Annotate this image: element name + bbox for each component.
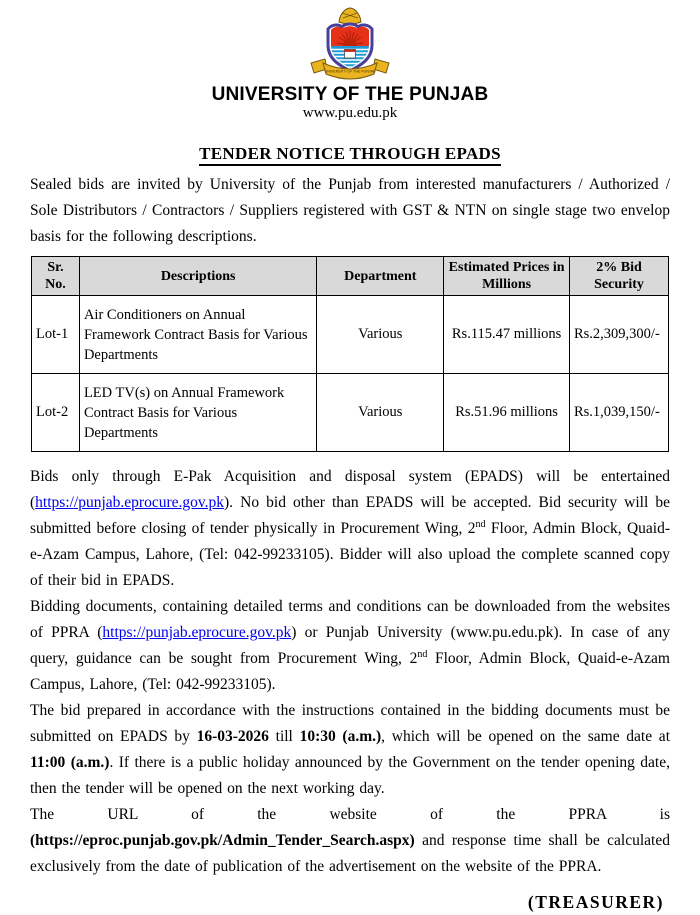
bold-text: 11:00 (a.m.) — [30, 754, 110, 771]
text-run: Floor, Admin Block, Quaid-e-Azam Campus, Lahore, (Tel: 042-99233105). Bidder will also upload the complete scanned copy of their bid in EPADS. — [30, 520, 670, 589]
text-run: Bidding documents, containing detailed terms and conditions can be downloaded from the websites of PPRA ( — [30, 598, 670, 641]
table-header-row — [32, 257, 669, 296]
text-run: The bid prepared in accordance with the instructions contained in the bidding documents must be submitted on EPADS by — [30, 702, 670, 745]
col-header-sr-no: Sr. No. — [32, 257, 80, 296]
table-row-lot-1 — [32, 296, 669, 374]
paragraph-submission-deadline — [30, 698, 670, 802]
text-run: The URL of the website of the PPRA is — [30, 806, 670, 823]
crest-crown — [339, 8, 361, 24]
cell-estimated-price: Rs.115.47 millions — [444, 296, 570, 374]
text-run: Floor, Admin Block, Quaid-e-Azam Campus, Lahore, (Tel: 042-99233105). — [30, 650, 670, 693]
cell-department: Various — [317, 374, 444, 452]
bold-text: (https://eproc.punjab.gov.pk/Admin_Tender_Search.aspx) — [30, 832, 415, 849]
col-header-descriptions: Descriptions — [79, 257, 316, 296]
col-header-estimated-prices: Estimated Prices in Millions — [444, 257, 570, 296]
notice-body — [30, 464, 670, 880]
superscript: nd — [475, 518, 486, 530]
text-run: ). No bid other than EPADS will be accepted. Bid security will be submitted before closing of tender physically in Procurement Wing, 2 — [30, 494, 670, 537]
punjab-eprocure-link[interactable]: https://punjab.eprocure.gov.pk — [35, 494, 225, 511]
treasurer-signature: (TREASURER) — [527, 892, 664, 912]
university-website: www.pu.edu.pk — [302, 105, 398, 121]
university-name: UNIVERSITY OF THE PUNJAB — [211, 84, 489, 105]
cell-bid-security: Rs.1,039,150/- — [569, 374, 668, 452]
col-header-bid-security: 2% Bid Security — [569, 257, 668, 296]
text-run: ) or Punjab University (www.pu.edu.pk). In case of any query, guidance can be sought from Procurement Wing, 2 — [30, 624, 671, 667]
document-header — [30, 5, 670, 122]
text-run: , which will be opened on the same date at — [381, 728, 670, 745]
text-run: till — [268, 728, 300, 745]
crest-graphic — [301, 5, 399, 85]
notice-title: TENDER NOTICE THROUGH EPADS — [199, 144, 501, 166]
cell-description: Air Conditioners on Annual Framework Contract Basis for Various Departments — [79, 296, 316, 374]
paragraph-ppra-url — [30, 802, 670, 880]
university-crest-logo — [30, 5, 670, 85]
cell-sr-no: Lot-2 — [32, 374, 80, 452]
paragraph-bidding-documents — [30, 594, 670, 698]
crest-book-band — [345, 50, 356, 52]
paragraph-epads-only — [30, 464, 670, 594]
cell-bid-security: Rs.2,309,300/- — [569, 296, 668, 374]
text-run: Bids only through E-Pak Acquisition and disposal system (EPADS) will be entertained ( — [30, 468, 670, 511]
cell-sr-no: Lot-1 — [32, 296, 80, 374]
cell-department: Various — [317, 296, 444, 374]
bold-text: 10:30 (a.m.) — [299, 728, 382, 745]
notice-title-row — [30, 144, 670, 164]
superscript: nd — [417, 648, 428, 660]
col-header-department: Department — [317, 257, 444, 296]
tender-lots-table — [31, 256, 669, 452]
bold-text: 16-03-2026 — [196, 728, 269, 745]
text-run: . If there is a public holiday announced by the Government on the tender opening date, then the tender will be opened on the next working day. — [30, 754, 670, 797]
text-run: and response time shall be calculated exclusively from the date of publication of the advertisement on the website of the PPRA. — [30, 832, 670, 875]
crest-ribbon-text: UNIVERSITY OF THE PUNJAB — [324, 69, 376, 74]
cell-estimated-price: Rs.51.96 millions — [444, 374, 570, 452]
table-row-lot-2 — [32, 374, 669, 452]
punjab-eprocure-link[interactable]: https://punjab.eprocure.gov.pk — [102, 624, 292, 641]
cell-description: LED TV(s) on Annual Framework Contract Basis for Various Departments — [79, 374, 316, 452]
intro-paragraph: Sealed bids are invited by University of the Punjab from interested manufacturers / Authorized / Sole Distributors / Contractors / Suppliers registered with GST & NTN on single stage two envelop basis for the following descriptions. — [30, 176, 670, 245]
